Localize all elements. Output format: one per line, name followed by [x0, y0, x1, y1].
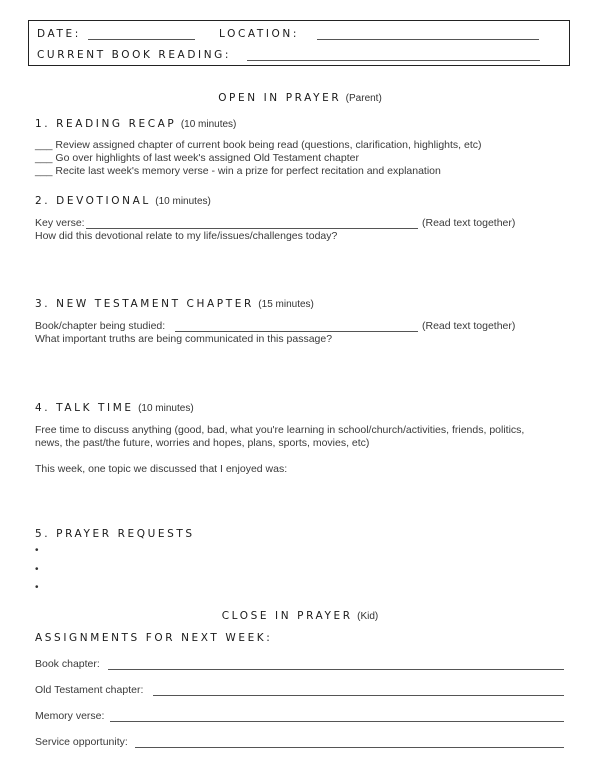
key-verse-label: Key verse: [35, 217, 85, 229]
ot-chapter-label: Old Testament chapter: [35, 684, 144, 696]
book-chapter-field[interactable] [108, 669, 564, 670]
nt-book-label: Book/chapter being studied: [35, 320, 166, 332]
prayer-bullet[interactable]: • [35, 582, 39, 593]
recap-item[interactable]: ___ Review assigned chapter of current book being read (questions, clarification, highlights, etc) [35, 139, 482, 151]
key-verse-field[interactable] [86, 228, 418, 229]
prayer-bullet[interactable]: • [35, 564, 39, 575]
close-prayer-note: (Kid) [357, 611, 379, 622]
service-field[interactable] [135, 747, 564, 748]
open-prayer-title: OPEN IN PRAYER [218, 92, 342, 104]
talk-time: (10 minutes) [138, 403, 194, 414]
nt-book-note: (Read text together) [422, 320, 516, 332]
close-prayer [0, 606, 600, 624]
open-prayer [0, 88, 600, 106]
talk-description-line2: news, the past/the future, worries and hopes, plans, sports, movies, etc) [35, 437, 370, 449]
talk-prompt: This week, one topic we discussed that I enjoyed was: [35, 463, 288, 475]
ot-chapter-field[interactable] [153, 695, 564, 696]
talk-description-line1: Free time to discuss anything (good, bad, what you're learning in school/church/activities, friends, politics, [35, 424, 525, 436]
assignments-heading: ASSIGNMENTS FOR NEXT WEEK: [35, 632, 273, 644]
recap-item[interactable]: ___ Recite last week's memory verse - win a prize for perfect recitation and explanation [35, 165, 441, 177]
location-label: LOCATION: [219, 28, 300, 40]
nt-question: What important truths are being communicated in this passage? [35, 333, 333, 345]
devotional-heading-row [35, 191, 211, 209]
open-prayer-note: (Parent) [345, 93, 382, 104]
current-book-label: CURRENT BOOK READING: [37, 49, 232, 61]
nt-heading-row [35, 294, 314, 312]
service-label: Service opportunity: [35, 736, 128, 748]
date-label: DATE: [37, 28, 81, 40]
book-chapter-label: Book chapter: [35, 658, 100, 670]
memory-verse-field[interactable] [110, 721, 564, 722]
nt-book-field[interactable] [175, 331, 418, 332]
devotional-heading: 2. DEVOTIONAL [35, 195, 151, 207]
recap-heading: 1. READING RECAP [35, 118, 177, 130]
prayer-heading: 5. PRAYER REQUESTS [35, 528, 195, 540]
talk-heading: 4. TALK TIME [35, 402, 134, 414]
location-field[interactable] [317, 39, 539, 40]
devotional-time: (10 minutes) [155, 196, 211, 207]
recap-time: (10 minutes) [180, 119, 237, 130]
memory-verse-label: Memory verse: [35, 710, 105, 722]
nt-heading: 3. NEW TESTAMENT CHAPTER [35, 298, 254, 310]
key-verse-note: (Read text together) [422, 217, 516, 229]
recap-heading-row [35, 114, 236, 132]
recap-item[interactable]: ___ Go over highlights of last week's assigned Old Testament chapter [35, 152, 359, 164]
nt-time: (15 minutes) [258, 299, 314, 310]
prayer-bullet[interactable]: • [35, 545, 39, 556]
date-field[interactable] [88, 39, 195, 40]
devotional-question: How did this devotional relate to my life/issues/challenges today? [35, 230, 338, 242]
talk-heading-row [35, 398, 194, 416]
close-prayer-title: CLOSE IN PRAYER [221, 610, 353, 622]
current-book-field[interactable] [247, 60, 540, 61]
